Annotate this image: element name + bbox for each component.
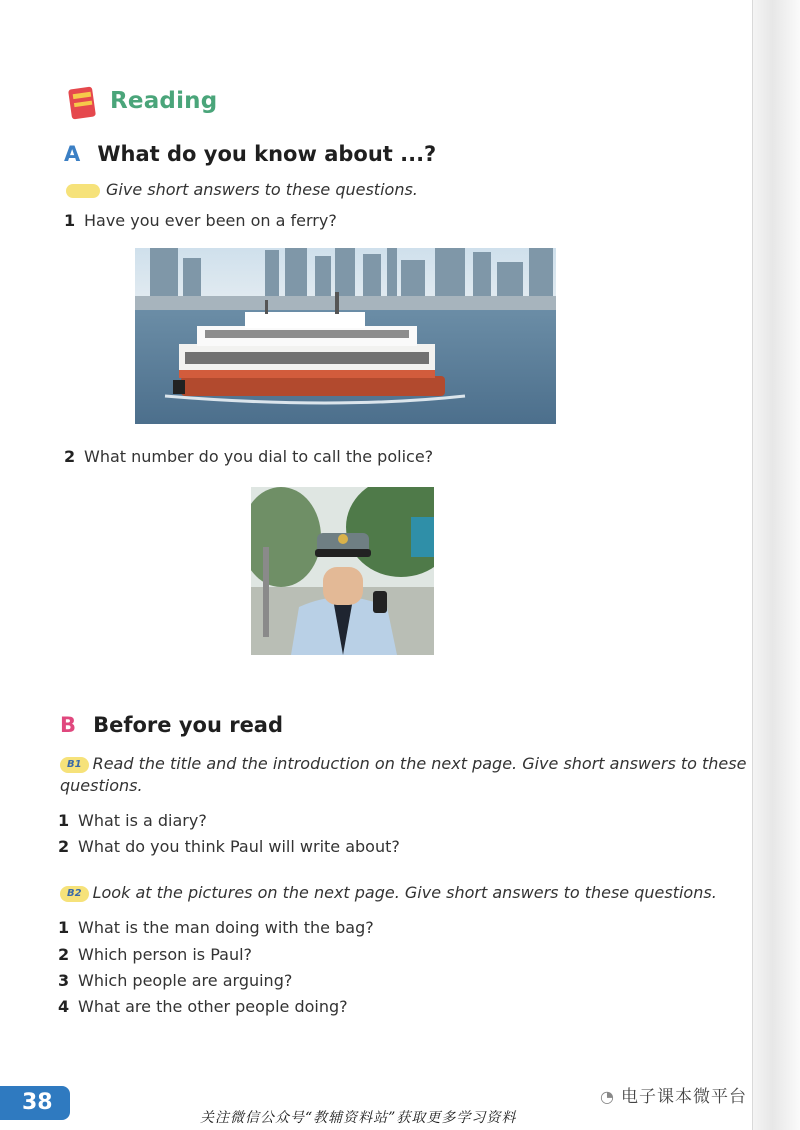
b1-instruction-text: Read the title and the introduction on the next page. Give short answers to these bbox=[92, 754, 747, 773]
b1-instruction bbox=[60, 753, 750, 797]
footer-note: 关注微信公众号“教辅资料站”获取更多学习资料 bbox=[200, 1110, 517, 1126]
reading-title: Reading bbox=[110, 88, 218, 114]
question-text: Which person is Paul? bbox=[78, 945, 253, 964]
highlight-marker-icon bbox=[66, 184, 100, 198]
section-a-instruction bbox=[66, 180, 418, 199]
question-text: Which people are arguing? bbox=[78, 971, 293, 990]
question-number: 1 bbox=[58, 918, 70, 937]
question-number: 2 bbox=[64, 447, 76, 466]
book-icon bbox=[68, 84, 98, 120]
question-text: What number do you dial to call the police? bbox=[84, 447, 434, 466]
section-b-title: Before you read bbox=[93, 713, 284, 737]
question-number: 1 bbox=[58, 811, 70, 830]
section-b-heading bbox=[60, 713, 283, 737]
wechat-icon: ◔ bbox=[600, 1087, 615, 1106]
question-text: What is a diary? bbox=[78, 811, 207, 830]
b2-instruction-text: Look at the pictures on the next page. Give short answers to these questions. bbox=[92, 883, 717, 902]
question-row bbox=[58, 811, 207, 830]
question-row bbox=[58, 971, 292, 990]
section-a-heading bbox=[64, 142, 436, 166]
ferry-photo bbox=[135, 248, 556, 424]
question-number: 2 bbox=[58, 837, 70, 856]
page-number-badge bbox=[0, 1086, 70, 1120]
b1-instruction-text-2: questions. bbox=[60, 776, 143, 795]
question-row bbox=[58, 997, 348, 1016]
police-officer-photo bbox=[251, 487, 434, 655]
question-text: What is the man doing with the bag? bbox=[78, 918, 374, 937]
question-text: Have you ever been on a ferry? bbox=[84, 211, 337, 230]
question-row bbox=[58, 945, 252, 964]
section-a-title: What do you know about ...? bbox=[97, 142, 437, 166]
page-edge-shadow bbox=[752, 0, 800, 1130]
question-text: What are the other people doing? bbox=[78, 997, 348, 1016]
page-number: 38 bbox=[22, 1090, 53, 1115]
question-number: 2 bbox=[58, 945, 70, 964]
question-row bbox=[64, 211, 337, 230]
question-row bbox=[58, 837, 400, 856]
question-number: 4 bbox=[58, 997, 70, 1016]
question-number: 1 bbox=[64, 211, 76, 230]
watermark-text: 电子课本微平台 bbox=[620, 1087, 747, 1107]
reading-header bbox=[64, 80, 218, 124]
question-row bbox=[58, 918, 374, 937]
section-a-instruction-text: Give short answers to these questions. bbox=[106, 180, 418, 199]
b2-instruction bbox=[60, 883, 717, 902]
section-b-letter: B bbox=[60, 713, 77, 737]
b1-badge: B1 bbox=[60, 757, 89, 773]
question-text: What do you think Paul will write about? bbox=[78, 837, 400, 856]
watermark bbox=[600, 1082, 747, 1107]
question-row bbox=[64, 447, 433, 466]
question-number: 3 bbox=[58, 971, 70, 990]
section-a-letter: A bbox=[64, 142, 81, 166]
b2-badge: B2 bbox=[60, 886, 89, 902]
